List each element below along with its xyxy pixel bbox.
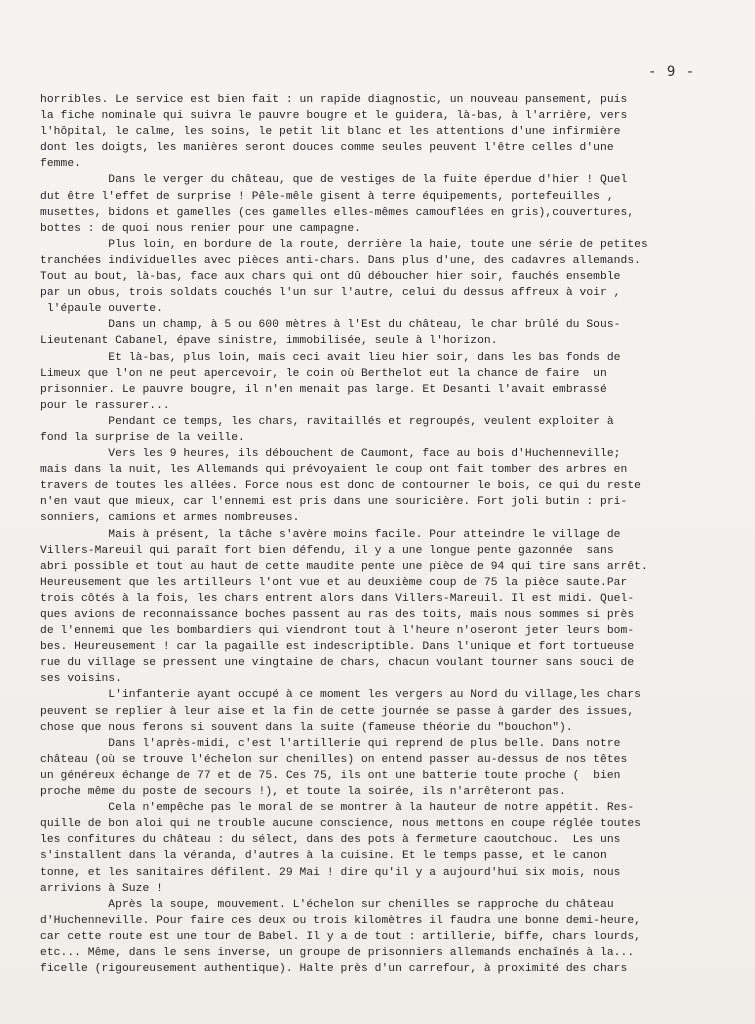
text-line: tranchées individuelles avec pièces anti-chars. Dans plus d'une, des cadavres allemands. bbox=[40, 254, 641, 267]
text-line: chose que nous ferons si souvent dans la suite (fameuse théorie du "bouchon"). bbox=[40, 721, 573, 734]
text-line: Plus loin, en bordure de la route, derrière la haie, toute une série de petites bbox=[40, 238, 648, 251]
text-line: ques avions de reconnaissance boches passent au ras des toits, mais nous sommes si près bbox=[40, 609, 635, 621]
text-line: la fiche nominale qui suivra le pauvre bougre et le guidera, là-bas, à l'arrière, vers bbox=[40, 110, 628, 123]
text-line: les confitures du château : du sélect, dans des pots à fermeture caoutchouc. Les uns bbox=[40, 834, 621, 847]
paragraph-12 bbox=[40, 897, 740, 977]
text-line: Dans un champ, à 5 ou 600 mètres à l'Est du château, le char brûlé du Sous- bbox=[40, 319, 621, 332]
text-line: trois côtés à la fois, les chars entrent alors dans Villers-Mareuil. Il est midi. Quel- bbox=[40, 592, 635, 605]
text-line: pour le rassurer... bbox=[40, 399, 170, 412]
text-line: Pendant ce temps, les chars, ravitaillés et regroupés, veulent exploiter à bbox=[40, 415, 614, 428]
text-line: quille de bon aloi qui ne trouble aucune conscience, nous mettons en coupe réglée toutes bbox=[40, 818, 641, 831]
text-line: château (où se trouve l'échelon sur chenilles) on entend passer au-dessus de nos têtes bbox=[40, 753, 628, 766]
text-line: Limeux que l'on ne peut apercevoir, le coin où Berthelot eut la chance de faire un bbox=[40, 367, 607, 380]
text-line: l'hôpital, le calme, les soins, le petit lit blanc et les attentions d'une infirmière bbox=[40, 126, 621, 139]
text-line: L'infanterie ayant occupé à ce moment les vergers au Nord du village,les chars bbox=[40, 689, 641, 702]
paragraph-9 bbox=[40, 687, 740, 735]
text-line: dut être l'effet de surprise ! Pêle-mêle gisent à terre équipements, portefeuilles , bbox=[40, 190, 614, 203]
text-line: Vers les 9 heures, ils débouchent de Caumont, face au bois d'Huchenneville; bbox=[40, 448, 621, 461]
text-line: abri possible et tout au haut de cette maudite pente une pièce de 94 qui tire sans arrêt. bbox=[40, 560, 648, 573]
text-line: n'en vaut que mieux, car l'ennemi est pris dans une souricière. Fort joli butin : pri- bbox=[40, 496, 628, 509]
text-line: car cette route est une tour de Babel. Il y a de tout : artillerie, biffe, chars lourds, bbox=[40, 930, 641, 943]
body-text bbox=[40, 92, 740, 977]
text-line: bes. Heureusement ! car la pagaille est indescriptible. Dans l'unique et fort tortueuse bbox=[40, 641, 635, 654]
text-line: Tout au bout, là-bas, face aux chars qui ont dû déboucher hier soir, fauchés ensemble bbox=[40, 271, 621, 284]
text-line: Heureusement que les artilleurs l'ont vue et au deuxième coup de 75 la pièce saute.Par bbox=[40, 576, 628, 589]
text-line: Et là-bas, plus loin, mais ceci avait lieu hier soir, dans les bas fonds de bbox=[40, 351, 621, 364]
paragraph-4 bbox=[40, 317, 740, 349]
text-line: Mais à présent, la tâche s'avère moins facile. Pour atteindre le village de bbox=[40, 528, 621, 541]
text-line: horribles. Le service est bien fait : un rapide diagnostic, un nouveau pansement, puis bbox=[40, 94, 628, 106]
text-line: un généreux échange de 77 et de 75. Ces 75, ils ont une batterie toute proche ( bien bbox=[40, 769, 621, 782]
text-line: peuvent se replier à leur aise et la fin de cette journée se passe à garder des issues, bbox=[40, 705, 635, 718]
text-line: ficelle (rigoureusement authentique). Halte près d'un carrefour, à proximité des chars bbox=[40, 963, 628, 976]
text-line: Lieutenant Cabanel, épave sinistre, immobilisée, seule à l'horizon. bbox=[40, 335, 498, 348]
text-line: proche même du poste de secours !), et toute la soirée, ils n'arrêteront pas. bbox=[40, 786, 566, 799]
text-line: de l'ennemi que les bombardiers qui viendront tout à l'heure n'oseront jeter leurs bom- bbox=[40, 625, 635, 638]
text-line: Villers-Mareuil qui paraît fort bien défendu, il y a une longue pente gazonnée sans bbox=[40, 544, 614, 557]
paragraph-5 bbox=[40, 350, 740, 414]
text-line: musettes, bidons et gamelles (ces gamelles elles-mêmes camouflées en gris),couvertures, bbox=[40, 206, 635, 219]
text-line: sonniers, camions et armes nombreuses. bbox=[40, 512, 300, 525]
paragraph-10 bbox=[40, 736, 740, 800]
paragraph-3 bbox=[40, 237, 740, 317]
text-line: travers de toutes les allées. Force nous est donc de contourner le bois, ce qui du reste bbox=[40, 480, 641, 493]
text-line: rue du village se pressent une vingtaine de chars, chacun voulant tourner sans souci de bbox=[40, 657, 635, 670]
text-line: Dans le verger du château, que de vestiges de la fuite éperdue d'hier ! Quel bbox=[40, 174, 628, 187]
text-line: bottes : de quoi nous renier pour une campagne. bbox=[40, 222, 361, 235]
text-line: Cela n'empêche pas le moral de se montrer à la hauteur de notre appétit. Res- bbox=[40, 802, 635, 815]
text-line: tonne, et les sanitaires défilent. 29 Mai ! dire qu'il y a aujourd'hui six mois, nous bbox=[40, 866, 621, 879]
text-line: Dans l'après-midi, c'est l'artillerie qui reprend de plus belle. Dans notre bbox=[40, 737, 621, 750]
paragraph-7 bbox=[40, 446, 740, 526]
text-line: Après la soupe, mouvement. L'échelon sur chenilles se rapproche du château bbox=[40, 898, 614, 911]
paragraph-2 bbox=[40, 172, 740, 236]
paragraph-8 bbox=[40, 527, 740, 688]
paragraph-11 bbox=[40, 800, 740, 897]
text-line: l'épaule ouverte. bbox=[40, 303, 163, 316]
text-line: d'Huchenneville. Pour faire ces deux ou trois kilomètres il faudra une bonne demi-heure, bbox=[40, 914, 641, 927]
paragraph-6 bbox=[40, 414, 740, 446]
text-line: femme. bbox=[40, 158, 81, 171]
text-line: prisonnier. Le pauvre bougre, il n'en menait pas large. Et Desanti l'avait embrassé bbox=[40, 383, 607, 396]
text-line: ses voisins. bbox=[40, 673, 122, 686]
paragraph-1 bbox=[40, 92, 740, 172]
text-line: par un obus, trois soldats couchés l'un sur l'autre, celui du dessus affreux à voir , bbox=[40, 287, 621, 300]
text-line: arrivions à Suze ! bbox=[40, 882, 163, 895]
text-line: s'installent dans la véranda, d'autres à la cuisine. Et le temps passe, et le canon bbox=[40, 850, 607, 863]
text-line: fond la surprise de la veille. bbox=[40, 431, 245, 444]
text-line: dont les doigts, les manières seront douces comme seules peuvent l'être celles d'une bbox=[40, 142, 614, 155]
text-line: etc... Même, dans le sens inverse, un groupe de prisonniers allemands enchaînés à la... bbox=[40, 946, 635, 959]
page-number: - 9 - bbox=[648, 64, 696, 80]
text-line: mais dans la nuit, les Allemands qui prévoyaient le coup ont fait tomber des arbres en bbox=[40, 464, 628, 477]
